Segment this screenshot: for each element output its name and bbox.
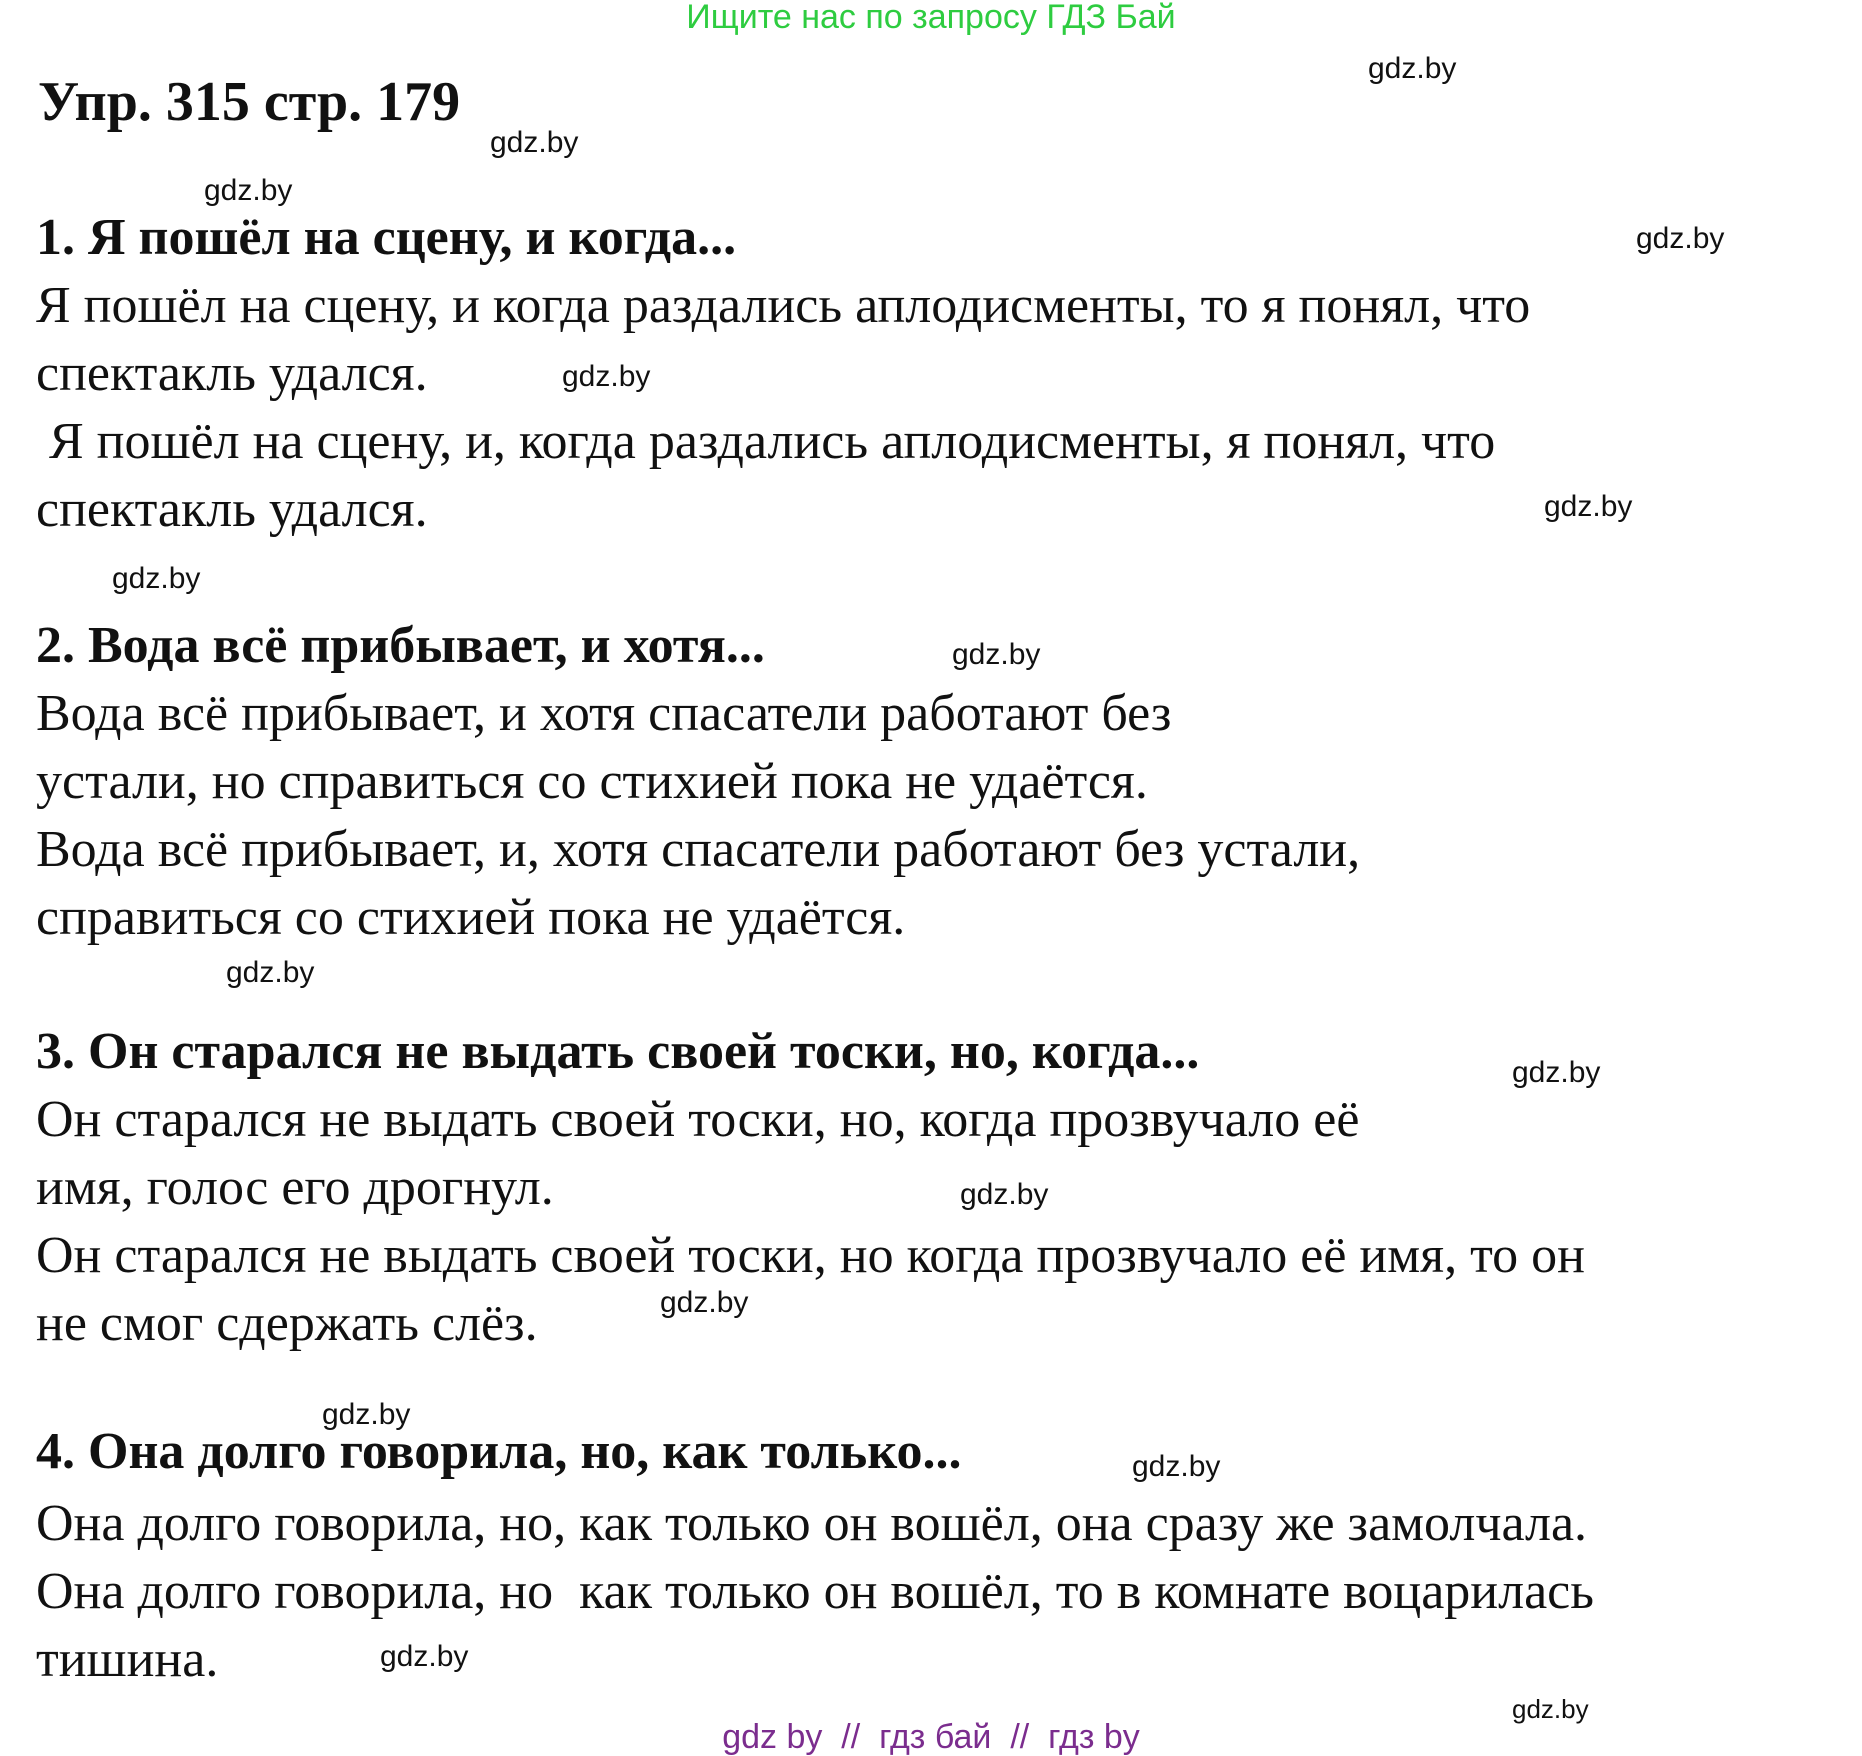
watermark: gdz.by xyxy=(1636,222,1725,255)
watermark: gdz.by xyxy=(226,956,315,989)
watermark: gdz.by xyxy=(660,1286,749,1319)
watermark: gdz.by xyxy=(322,1398,411,1431)
watermark: gdz.by xyxy=(1544,490,1633,523)
watermark: gdz.by xyxy=(1512,1056,1601,1089)
section-4-paragraph-2: Она долго говорила, но как только он вошёл, то в комнате воцарилась тишина. xyxy=(36,1563,1594,1688)
section-2-paragraph-1: Вода всё прибывает, и хотя спасатели работают без устали, но справиться со стихией пока не удаётся. xyxy=(36,685,1172,810)
search-banner: Ищите нас по запросу ГДЗ Бай xyxy=(686,0,1176,36)
watermark: gdz.by xyxy=(1368,52,1457,85)
section-3-heading: 3. Он старался не выдать своей тоски, но, когда... xyxy=(36,1023,1200,1080)
footer-links: gdz by // гдз бай // гдз by xyxy=(722,1718,1140,1756)
section-4-heading: 4. Она долго говорила, но, как только... xyxy=(36,1423,962,1480)
watermark: gdz.by xyxy=(204,174,293,207)
page-title: Упр. 315 стр. 179 xyxy=(38,71,461,133)
section-1-heading: 1. Я пошёл на сцену, и когда... xyxy=(36,209,737,266)
section-1-paragraph-1: Я пошёл на сцену, и когда раздались аплодисменты, то я понял, что спектакль удался. xyxy=(36,277,1531,402)
section-2-heading: 2. Вода всё прибывает, и хотя... xyxy=(36,617,765,674)
section-3-paragraph-1: Он старался не выдать своей тоски, но, когда прозвучало её имя, голос его дрогнул. xyxy=(36,1091,1360,1216)
watermark: gdz.by xyxy=(1132,1450,1221,1483)
watermark: gdz.by xyxy=(952,638,1041,671)
watermark: gdz.by xyxy=(562,360,651,393)
section-3-paragraph-2: Он старался не выдать своей тоски, но когда прозвучало её имя, то он не смог сдержать слёз. xyxy=(36,1227,1585,1352)
section-4-paragraph-1: Она долго говорила, но, как только он вошёл, она сразу же замолчала. xyxy=(36,1495,1588,1552)
watermark: gdz.by xyxy=(490,126,579,159)
section-1-paragraph-2: Я пошёл на сцену, и, когда раздались аплодисменты, я понял, что спектакль удался. xyxy=(36,413,1496,538)
section-2-paragraph-2: Вода всё прибывает, и, хотя спасатели работают без устали, справиться со стихией пока не удаётся. xyxy=(36,821,1361,946)
watermark: gdz.by xyxy=(380,1640,469,1673)
watermark: gdz.by xyxy=(112,562,201,595)
watermark: gdz.by xyxy=(1512,1694,1589,1724)
watermark: gdz.by xyxy=(960,1178,1049,1211)
